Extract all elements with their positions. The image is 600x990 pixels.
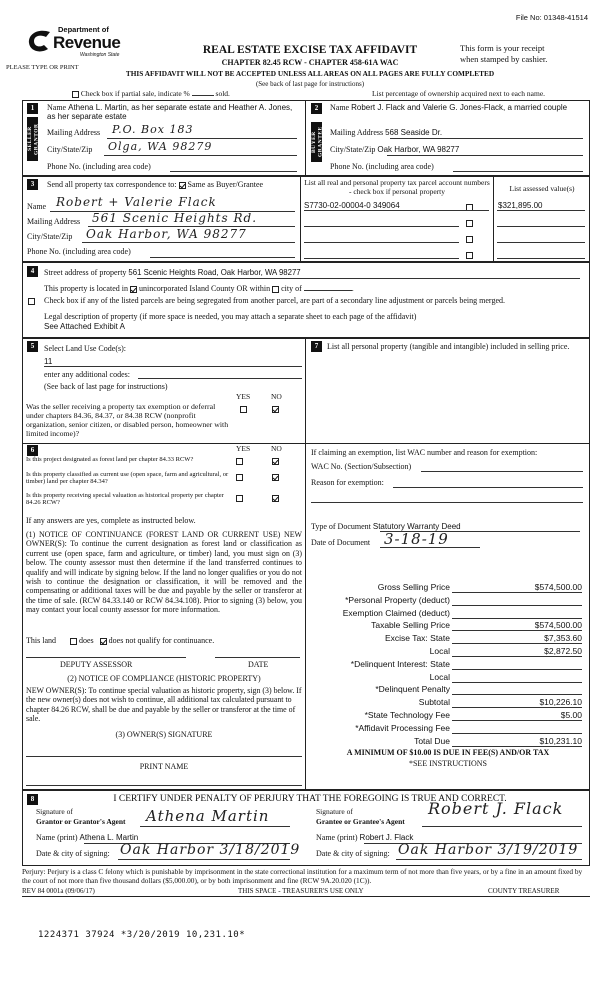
personal-property-label: List all personal property (tangible and intangible) included in selling price.	[327, 342, 570, 351]
finance-value[interactable]: $574,500.00	[534, 582, 582, 592]
finance-underline	[452, 682, 582, 683]
buyer-tab: BUYER GRANTEE	[311, 122, 322, 162]
seller-name: Name Athena L. Martin, as her separate estate and Heather A. Jones, as her separate estate	[47, 103, 293, 122]
segregated-checkbox[interactable]	[28, 296, 35, 306]
print-name-label: PRINT NAME	[139, 762, 189, 771]
tax-corr-name[interactable]: Robert + Valerie Flack	[56, 195, 217, 209]
finance-label: *Delinquent Penalty	[375, 684, 450, 695]
document-type: Statutory Warranty Deed	[372, 522, 461, 531]
finance-value[interactable]: $7,353.60	[544, 633, 582, 644]
land-does-checkbox[interactable]	[70, 638, 77, 645]
forest-no-checkbox[interactable]	[272, 456, 279, 466]
finance-underline	[452, 669, 582, 670]
finance-value[interactable]: $2,872.50	[544, 646, 582, 656]
deputy-date-label: DATE	[248, 660, 269, 669]
finance-underline	[452, 694, 582, 695]
finance-underline	[452, 605, 582, 606]
finance-underline	[452, 746, 582, 747]
grantee-print-name: Robert J. Flack	[359, 833, 414, 842]
receipt-note-2: when stamped by cashier.	[460, 54, 548, 64]
tax-corr-mailing-address[interactable]: 561 Scenic Heights Rd.	[92, 211, 258, 225]
finance-underline	[452, 643, 582, 644]
owner-signature-label: (3) OWNER(S) SIGNATURE	[115, 730, 213, 739]
see-back-note: (See back of last page for instructions)	[255, 80, 365, 88]
finance-label: Total Due	[414, 735, 450, 746]
land-qualify: This land does does not qualify for continuance.	[26, 636, 215, 645]
section-1-number: 1	[27, 103, 38, 114]
finance-underline	[452, 733, 582, 734]
form-subtitle: CHAPTER 82.45 RCW - CHAPTER 458-61A WAC	[221, 58, 399, 67]
type-note: PLEASE TYPE OR PRINT	[6, 64, 79, 71]
tax-correspondence-label: Send all property tax correspondence to: Same as Buyer/Grantee	[47, 180, 264, 189]
parcel-header: List all real and personal property tax parcel account numbers - check box if personal property	[304, 178, 490, 196]
parcel-personal-checkbox-4[interactable]	[466, 250, 473, 260]
finance-label: Exemption Claimed (deduct)	[342, 607, 450, 618]
finance-label: Taxable Selling Price	[371, 620, 450, 631]
seller-tab: SELLER GRANTOR	[27, 117, 38, 161]
current-use-no-checkbox[interactable]	[272, 472, 279, 482]
section-2-number: 2	[311, 103, 322, 114]
forest-yes-checkbox[interactable]	[236, 456, 243, 466]
assessed-value-1[interactable]: $321,895.00	[498, 201, 543, 210]
finance-underline	[452, 656, 582, 657]
treasurer-space-label: THIS SPACE - TREASURER'S USE ONLY	[238, 887, 364, 895]
legal-description-label: Legal description of property (if more space is needed, you may attach a separate sheet to each page of the affidavit)	[44, 312, 417, 321]
finance-label: *Personal Property (deduct)	[345, 594, 450, 605]
segregated-note: Check box if any of the listed parcels are being segregated from another parcel, are part of a secondary line adjustment or parcels being merged.	[44, 296, 505, 305]
notice-of-compliance: NEW OWNER(S): To continue special valuation as historic property, sign (3) below. If the new owner(s) does not wish to continue, all additional tax calculated pursuant to chapter 84.26 RCW, shall be due and payable by the seller or transferor at the time of sale.	[26, 686, 302, 724]
finance-value[interactable]: $574,500.00	[534, 620, 582, 631]
grantor-signature[interactable]: Athena Martin	[146, 807, 270, 825]
grantor-print-name: Athena L. Martin	[79, 833, 139, 842]
parcel-personal-checkbox-3[interactable]	[466, 234, 473, 244]
current-use-yes-checkbox[interactable]	[236, 472, 243, 482]
land-use-label: Select Land Use Code(s):	[44, 344, 126, 353]
finance-value[interactable]: $5.00	[560, 710, 582, 720]
see-instructions-note: *SEE INSTRUCTIONS	[408, 759, 487, 768]
finance-value[interactable]: $10,226.10	[539, 697, 582, 708]
land-use-code[interactable]: 11	[44, 357, 53, 366]
finance-label: *Delinquent Interest: State	[350, 658, 450, 669]
finance-underline	[452, 720, 582, 721]
partial-sale-checkbox[interactable]	[72, 91, 79, 98]
finance-label: Local	[429, 671, 450, 682]
partial-sale: Check box if partial sale, indicate % sold.	[72, 90, 230, 99]
city-checkbox[interactable]	[272, 286, 279, 293]
exemption-question: Was the seller receiving a property tax exemption or deferral under chapters 84.36, 84.37, or 84.38 RCW (nonprofit organization, senior citizen, or disabled person, homeowner with limited income)?	[26, 402, 229, 438]
exemption-yes-checkbox[interactable]	[240, 404, 247, 414]
buyer-mailing-address: 568 Seaside Dr.	[385, 128, 443, 137]
buyer-name: Name Robert J. Flack and Valerie G. Jones-Flack, a married couple	[330, 103, 568, 112]
parcel-number-1[interactable]: S7730-02-00004-0 349064	[304, 201, 400, 210]
certify-statement: I CERTIFY UNDER PENALTY OF PERJURY THAT THE FOREGOING IS TRUE AND CORRECT.	[113, 794, 507, 804]
finance-underline	[452, 592, 582, 593]
file-number: File No: 01348-41514	[515, 13, 588, 22]
finance-label: Subtotal	[418, 697, 450, 708]
finance-label: Local	[429, 646, 450, 656]
same-as-buyer-checkbox[interactable]	[179, 182, 186, 189]
exemption-no-checkbox[interactable]	[272, 404, 279, 414]
tax-corr-city-state-zip[interactable]: Oak Harbor, WA 98277	[86, 227, 247, 241]
minimum-fee-note: A MINIMUM OF $10.00 IS DUE IN FEE(S) AND/OR TAX	[346, 748, 550, 757]
land-does-not-checkbox[interactable]	[100, 638, 107, 645]
perjury-note: Perjury: Perjury is a class C felony which is punishable by imprisonment in the state correctional institution for a maximum term of not more than five years, or by a fine in an amount fixed by the court of not more than five thousand dollars ($5,000.00), or by both imprisonment and fine (RCW 9A.20.020 (1C)).	[22, 867, 583, 885]
finance-label: Gross Selling Price	[377, 582, 450, 592]
seller-phone-label: Phone No. (including area code)	[47, 162, 151, 171]
dor-logo-icon	[26, 28, 54, 54]
seller-mailing-address[interactable]: P.O. Box 183	[112, 123, 194, 136]
deputy-assessor-label: DEPUTY ASSESSOR	[60, 660, 133, 669]
seller-city-state-zip[interactable]: Olga, WA 98279	[108, 140, 213, 153]
historic-no-checkbox[interactable]	[272, 493, 279, 503]
finance-underline	[452, 630, 582, 631]
county-treasurer-label: COUNTY TREASURER	[488, 887, 560, 895]
property-location: This property is located in unincorporated Island County OR within city of .	[44, 284, 354, 293]
receipt-note-1: This form is your receipt	[460, 43, 545, 53]
dor-logo: Department of Revenue Washington State	[22, 24, 122, 64]
grantor-date-city[interactable]: Oak Harbor 3/18/2019	[120, 842, 301, 858]
grantee-signature[interactable]: Robert J. Flack	[428, 799, 564, 818]
finance-value[interactable]: $10,231.10	[539, 735, 582, 746]
finance-underline	[452, 618, 582, 619]
rev-number: REV 84 0001a (09/06/17)	[22, 887, 95, 895]
unincorporated-checkbox[interactable]	[130, 286, 137, 293]
assessed-value-header: List assessed value(s)	[509, 184, 575, 193]
finance-label: *State Technology Fee	[364, 710, 450, 720]
buyer-phone-label: Phone No. (including area code)	[330, 162, 434, 171]
form-title: REAL ESTATE EXCISE TAX AFFIDAVIT	[202, 44, 418, 56]
warning: THIS AFFIDAVIT WILL NOT BE ACCEPTED UNLESS ALL AREAS ON ALL PAGES ARE FULLY COMPLETED	[125, 69, 495, 78]
tax-corr-phone-label: Phone No. (including area code)	[27, 247, 131, 256]
notice-of-continuance: (1) NOTICE OF CONTINUANCE (FOREST LAND OR CURRENT USE) NEW OWNER(S): To continue the current designation as forest land or classification as current use (open space, farm and agriculture, or timber) land, you must sign on (3) below. The county assessor must then determine if the land transferred continues to qualify and will indicate by signing below. If the land no longer qualifies or you do not wish to continue the designation or classification, it will be removed and the compensating or additional taxes will be due and payable by the seller or transferor at the time of sale. (RCW 84.33.140 or RCW 84.34.108). Prior to signing (3) below, you may contact your local county assessor for more information.	[26, 530, 302, 615]
cashier-stamp: 1224371 37924 *3/20/2019 10,231.10*	[38, 930, 246, 940]
grantee-date-city[interactable]: Oak Harbor 3/19/2019	[398, 842, 579, 858]
legal-description[interactable]: See Attached Exhibit A	[44, 322, 125, 331]
street-address: Street address of property 561 Scenic Heights Road, Oak Harbor, WA 98277	[44, 268, 301, 277]
parcel-personal-checkbox-2[interactable]	[466, 218, 473, 228]
historic-yes-checkbox[interactable]	[236, 493, 243, 503]
finance-label: *Affidavit Processing Fee	[355, 722, 450, 733]
list-percentage-note: List percentage of ownership acquired next to each name.	[372, 89, 546, 98]
finance-label: Excise Tax: State	[384, 633, 450, 644]
document-date[interactable]: 3-18-19	[384, 530, 449, 548]
buyer-city-state-zip: Oak Harbor, WA 98277	[377, 145, 460, 154]
finance-underline	[452, 707, 582, 708]
